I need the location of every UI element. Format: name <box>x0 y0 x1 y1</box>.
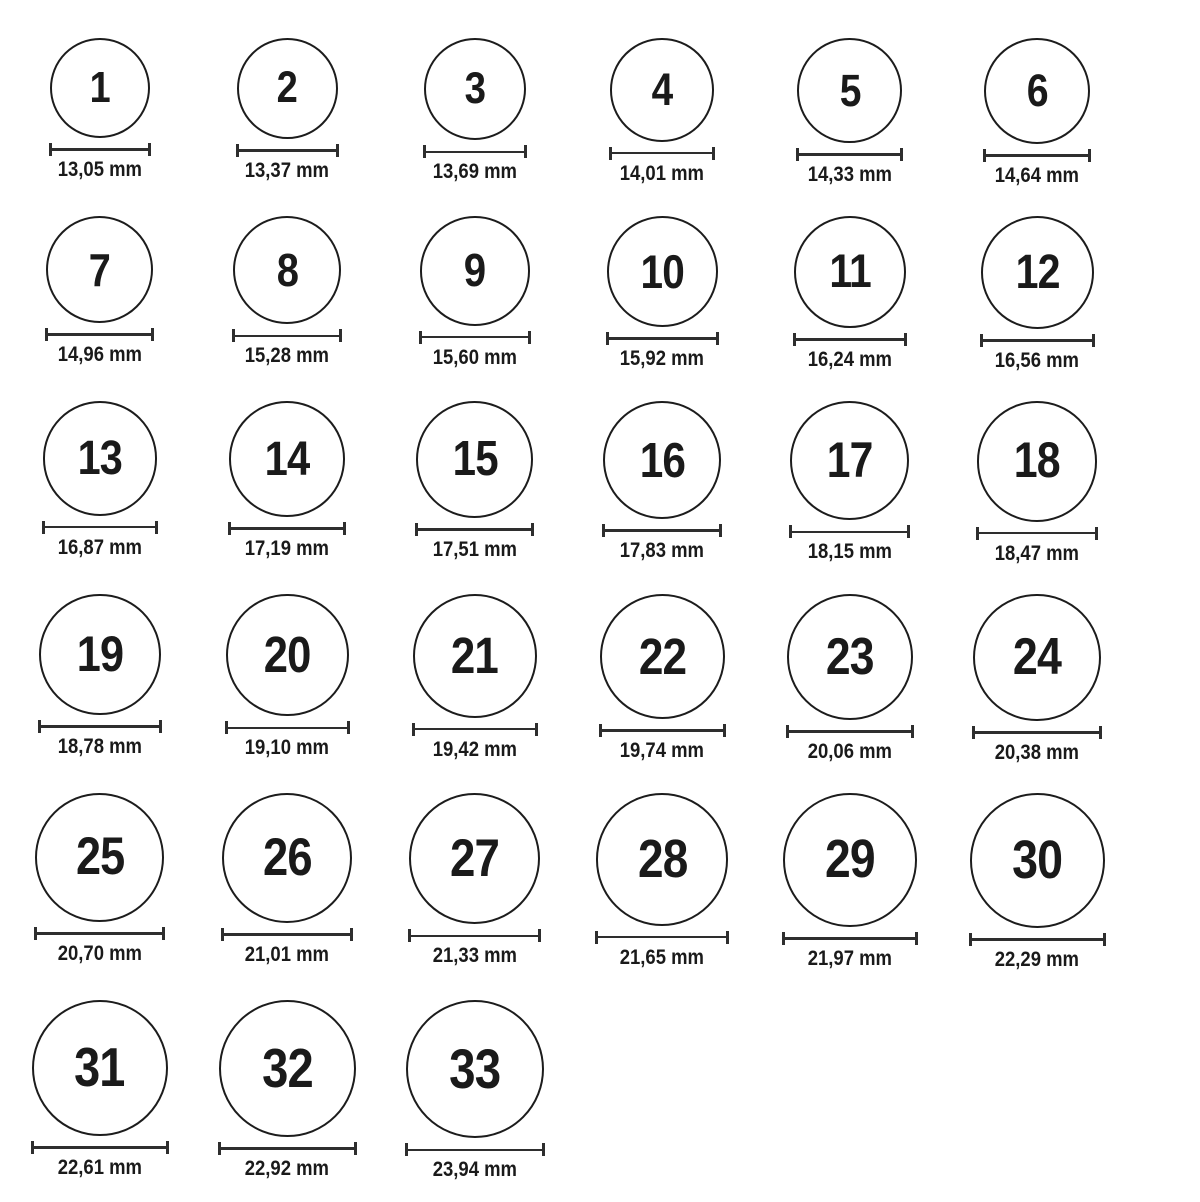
diameter-label: 22,92 mm <box>245 1157 330 1181</box>
ring-size-number: 22 <box>638 627 686 685</box>
ring-size-item <box>232 216 342 368</box>
ring-size-number: 12 <box>1015 245 1060 299</box>
diameter-measure-line <box>980 334 1095 347</box>
ring-circle <box>229 401 345 517</box>
ring-size-number: 31 <box>74 1036 125 1098</box>
ring-size-item <box>221 793 353 967</box>
diameter-label: 21,33 mm <box>432 944 517 968</box>
ring-size-item <box>423 38 527 184</box>
diameter-label: 21,97 mm <box>807 946 892 970</box>
ring-size-item <box>980 216 1095 373</box>
diameter-label: 17,51 mm <box>432 537 517 561</box>
ring-circle <box>600 594 725 719</box>
diameter-label: 19,42 mm <box>432 737 517 761</box>
ring-size-item <box>786 594 914 764</box>
ring-size-item <box>236 38 339 183</box>
ring-circle <box>790 401 909 520</box>
ring-size-item <box>42 401 158 559</box>
ring-size-number: 8 <box>276 243 298 296</box>
ring-size-item <box>412 594 538 762</box>
ring-circle <box>46 216 153 323</box>
ring-size-item <box>49 38 151 182</box>
diameter-label: 13,05 mm <box>57 158 142 181</box>
diameter-label: 22,29 mm <box>995 947 1080 971</box>
diameter-measure-line <box>221 928 353 941</box>
ring-size-item <box>599 594 726 763</box>
ring-size-item <box>976 401 1098 565</box>
ring-size-number: 20 <box>263 625 311 683</box>
ring-size-number: 1 <box>89 63 110 112</box>
diameter-label: 14,33 mm <box>807 162 892 186</box>
ring-size-item <box>969 793 1106 972</box>
ring-size-item <box>408 793 541 968</box>
ring-size-number: 16 <box>639 432 685 488</box>
diameter-label: 16,87 mm <box>57 535 142 559</box>
diameter-measure-line <box>236 144 339 157</box>
diameter-label: 22,61 mm <box>57 1155 142 1179</box>
ring-size-item <box>983 38 1091 188</box>
ring-circle <box>603 401 721 519</box>
ring-circle <box>424 38 526 140</box>
ring-size-number: 30 <box>1012 830 1063 891</box>
ring-size-item <box>405 1000 545 1182</box>
ring-size-number: 24 <box>1013 628 1062 687</box>
ring-circle <box>226 594 349 717</box>
diameter-measure-line <box>423 145 527 158</box>
diameter-label: 15,60 mm <box>432 345 517 369</box>
ring-size-number: 23 <box>825 626 874 685</box>
diameter-label: 21,65 mm <box>620 945 705 969</box>
ring-size-item <box>38 594 162 760</box>
ring-size-number: 7 <box>89 243 111 296</box>
diameter-measure-line <box>595 931 729 944</box>
diameter-label: 18,47 mm <box>995 541 1080 565</box>
diameter-measure-line <box>983 149 1091 162</box>
ring-size-item <box>225 594 350 761</box>
ring-size-number: 9 <box>463 244 486 297</box>
diameter-label: 19,74 mm <box>620 738 705 762</box>
diameter-label: 18,78 mm <box>57 735 142 759</box>
diameter-measure-line <box>796 148 903 161</box>
diameter-measure-line <box>972 726 1102 739</box>
ring-circle <box>43 401 157 515</box>
diameter-measure-line <box>49 143 151 156</box>
diameter-measure-line <box>34 927 165 940</box>
ring-circle <box>32 1000 168 1136</box>
diameter-measure-line <box>969 933 1106 946</box>
ring-size-number: 6 <box>1026 65 1048 117</box>
ring-size-item <box>602 401 722 563</box>
ring-circle <box>787 594 913 720</box>
diameter-label: 21,01 mm <box>245 943 330 967</box>
ring-circle <box>233 216 341 324</box>
diameter-label: 17,83 mm <box>620 539 705 563</box>
diameter-measure-line <box>602 524 722 537</box>
ring-size-number: 32 <box>261 1037 313 1100</box>
ring-size-number: 29 <box>824 829 875 890</box>
diameter-label: 15,28 mm <box>245 344 330 368</box>
ring-size-item <box>609 38 715 186</box>
diameter-measure-line <box>793 333 907 346</box>
ring-size-item <box>228 401 346 561</box>
ring-size-item <box>31 1000 169 1180</box>
diameter-measure-line <box>415 523 534 536</box>
diameter-label: 13,69 mm <box>432 160 517 184</box>
ring-circle <box>406 1000 544 1138</box>
ring-size-item <box>415 401 534 562</box>
ring-size-number: 2 <box>277 63 298 113</box>
ring-size-item <box>793 216 907 372</box>
ring-circle <box>35 793 164 922</box>
ring-size-item <box>606 216 719 371</box>
diameter-measure-line <box>218 1142 357 1155</box>
diameter-measure-line <box>412 723 538 736</box>
diameter-measure-line <box>606 332 719 345</box>
diameter-label: 20,06 mm <box>807 739 892 763</box>
ring-circle <box>984 38 1090 144</box>
ring-size-number: 26 <box>262 827 312 887</box>
diameter-measure-line <box>31 1141 169 1154</box>
diameter-label: 16,56 mm <box>995 349 1080 373</box>
diameter-measure-line <box>225 721 350 734</box>
ring-size-number: 14 <box>264 431 310 486</box>
ring-circle <box>970 793 1105 928</box>
ring-size-number: 5 <box>839 64 861 116</box>
diameter-measure-line <box>786 725 914 738</box>
ring-circle <box>409 793 540 924</box>
ring-circle <box>219 1000 356 1137</box>
diameter-label: 20,70 mm <box>57 941 142 965</box>
ring-circle <box>797 38 902 143</box>
diameter-measure-line <box>405 1143 545 1156</box>
ring-size-number: 25 <box>75 828 124 887</box>
ring-size-number: 10 <box>640 244 684 298</box>
ring-circle <box>222 793 352 923</box>
ring-size-item <box>782 793 918 971</box>
ring-size-number: 13 <box>77 431 122 486</box>
ring-size-number: 15 <box>452 432 498 487</box>
ring-circle <box>981 216 1094 329</box>
diameter-measure-line <box>232 329 342 342</box>
diameter-measure-line <box>42 521 158 534</box>
ring-size-number: 18 <box>1014 432 1061 489</box>
ring-circle <box>607 216 718 327</box>
diameter-measure-line <box>38 720 162 733</box>
ring-size-item <box>796 38 903 187</box>
ring-circle <box>50 38 150 138</box>
ring-size-item <box>34 793 165 966</box>
diameter-measure-line <box>782 932 918 945</box>
diameter-measure-line <box>228 522 346 535</box>
diameter-measure-line <box>419 331 531 344</box>
diameter-label: 19,10 mm <box>245 736 330 760</box>
ring-size-number: 28 <box>637 829 687 889</box>
diameter-label: 14,96 mm <box>57 343 142 367</box>
diameter-label: 20,38 mm <box>995 741 1080 765</box>
ring-circle <box>794 216 906 328</box>
diameter-measure-line <box>976 527 1098 540</box>
diameter-label: 15,92 mm <box>620 346 705 370</box>
diameter-label: 13,37 mm <box>245 159 330 183</box>
ring-size-item <box>45 216 154 367</box>
diameter-measure-line <box>45 328 154 341</box>
ring-size-number: 19 <box>76 625 123 683</box>
ring-size-number: 33 <box>449 1037 501 1100</box>
ring-size-number: 27 <box>450 829 500 889</box>
ring-circle <box>973 594 1101 722</box>
diameter-label: 14,64 mm <box>995 164 1080 187</box>
ring-circle <box>610 38 714 142</box>
ring-circle <box>783 793 917 927</box>
diameter-label: 23,94 mm <box>432 1158 517 1182</box>
ring-size-item <box>595 793 729 969</box>
ring-size-number: 4 <box>651 64 673 116</box>
ring-size-item <box>218 1000 357 1181</box>
diameter-measure-line <box>599 724 726 737</box>
ring-size-number: 21 <box>451 627 499 685</box>
diameter-label: 14,01 mm <box>620 161 705 185</box>
ring-circle <box>977 401 1097 521</box>
diameter-measure-line <box>408 929 541 942</box>
ring-circle <box>413 594 537 718</box>
ring-size-number: 3 <box>464 63 486 113</box>
diameter-measure-line <box>789 525 910 538</box>
ring-size-item <box>789 401 910 564</box>
ring-circle <box>596 793 728 925</box>
ring-size-number: 11 <box>829 245 871 299</box>
ring-size-item <box>972 594 1102 766</box>
ring-size-item <box>419 216 531 370</box>
diameter-label: 17,19 mm <box>245 536 330 560</box>
ring-circle <box>420 216 530 326</box>
ring-circle <box>237 38 338 139</box>
diameter-measure-line <box>609 147 715 160</box>
ring-circle <box>39 594 161 716</box>
diameter-label: 16,24 mm <box>807 348 892 371</box>
ring-circle <box>416 401 533 518</box>
diameter-label: 18,15 mm <box>807 540 892 564</box>
ring-size-number: 17 <box>826 431 873 488</box>
